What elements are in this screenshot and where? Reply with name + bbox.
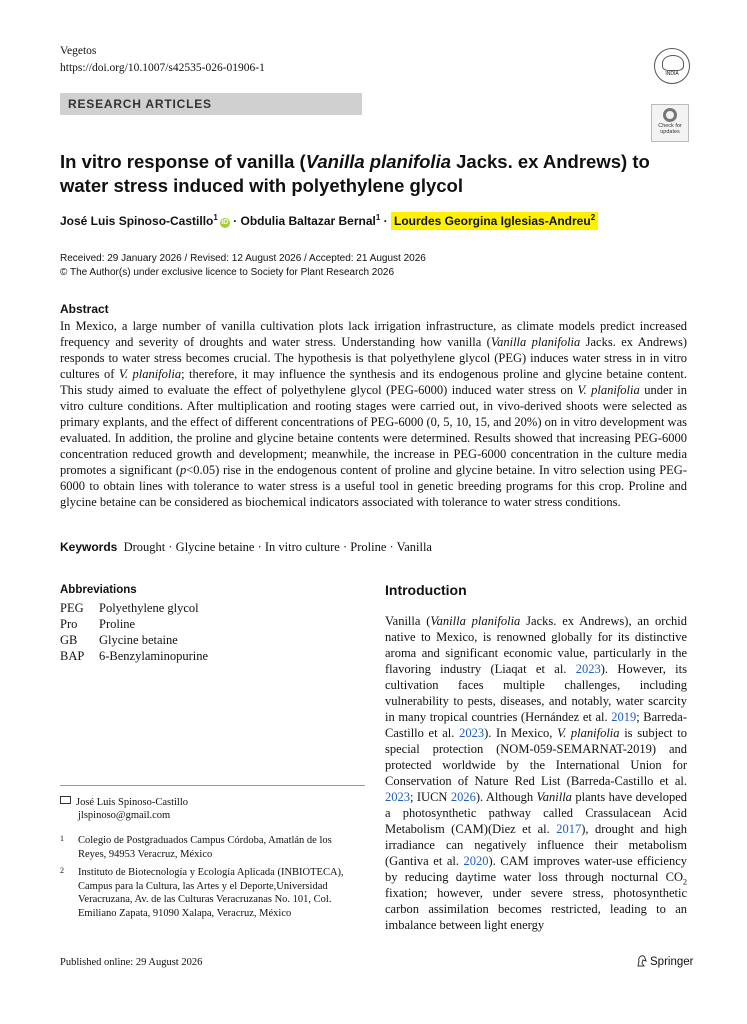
footnote-divider [60,785,365,786]
citation-link[interactable]: 2023 [575,662,601,676]
check-updates-label: Check for updates [658,123,682,135]
article-dates [60,252,426,280]
section-banner: RESEARCH ARTICLES [60,93,362,115]
introduction-text: Vanilla (Vanilla planifolia Jacks. ex Andrews), an orchid native to Mexico, is renowned globally for its distinctive aroma and significant economic value, particularly in the flavoring industry (Liaqat et al. 2023). However, its cultivation faces multiple challenges, including vulnerability to pests, diseases, and notably, water scarcity in many tropical countries (Hernández et al. 2019; Barreda-Castillo et al. 2023). In Mexico, V. planifolia is subject to special protection (NOM-059-SEMARNAT-2019) and protected worldwide by the International Union for Conservation of Nature Red List (Barreda-Castillo et al. 2023; IUCN 2026). Although Vanilla plants have developed a photosynthetic pathway called Crassulacean Acid Metabolism (CAM)(Diez et al. 2017), drought and high irradiance can negatively influence their metabolism (Gantiva et al. 2020). CAM improves water-use efficiency by reducing daytime water loss through nocturnal $CO_2$ fixation; however, under severe stress, photosynthetic carbon assimilation becomes restricted, leading to an imbalance between light energy [385,614,688,932]
abstract-text: In Mexico, a large number of vanilla cultivation plots lack irrigation infrastructure, as climate models predict increased frequency and severity of droughts and water stress. Understanding how vanilla (Vanilla planifolia Jacks. ex Andrews) responds to water stress becomes crucial. The hypothesis is that polyethylene glycol (PEG) induces water stress in in vitro cultures of V. planifolia; therefore, it may influence the synthesis and its endogenous proline and glycine betaine content. This study aimed to evaluate the effect of polyethylene glycol (PEG-6000) induced water stress on V. planifolia under in vitro culture conditions. After multiplication and rooting stages were carried out, in vivo-derived shoots were selected as primary explants, and the effect of different concentrations of PEG-6000 (0, 5, 10, 15, and 20%) on in vitro development was evaluated. In addition, the proline and glycine betaine contents were determined. Results showed that increasing PEG-6000 concentration reduced growth and development; meanwhile, the increase in PEG-6000 concentration in the culture media promotes a significant (p<0.05) rise in the endogenous content of proline and glycine betaine. In vitro selection using PEG-6000 to obtain lines with tolerance to water stress is a useful tool in genetic breeding programs for this crop. Proline and glycine betaine can be considered as biochemical indicators associated with tolerance to water stress conditions. [60,319,688,509]
author-3-highlighted: Lourdes Georgina Iglesias-Andreu$^2$ [391,212,598,230]
springer-horse-icon [636,955,647,967]
citation-link[interactable]: 2019 [611,710,637,724]
published-online: Published online: 29 August 2026 [60,957,203,968]
publisher-logo [636,955,693,968]
seal-label: INDIA [665,71,679,77]
author-list: José Luis Spinoso-Castillo$^1$iD · Obdulia Baltazar Bernal$^1$ · Lourdes Georgina Iglesias-Andreu$^2$ [60,213,598,229]
introduction-heading: Introduction [385,582,467,598]
envelope-icon [60,796,71,804]
corresponding-email[interactable]: jlspinoso@gmail.com [78,810,171,821]
citation-link[interactable]: 2017 [556,822,582,836]
abbreviation-row: BAP 6-Benzylaminopurine [60,649,208,663]
doi-link[interactable]: https://doi.org/10.1007/s42535-026-01906-1 [60,62,265,74]
citation-link[interactable]: 2026 [450,790,476,804]
publisher-name: Springer [650,956,694,968]
keywords-label: Keywords [60,540,118,554]
author-2[interactable]: Obdulia Baltazar Bernal [240,214,376,228]
abbreviations-heading: Abbreviations [60,584,137,596]
keywords [60,540,432,555]
correspondence [60,796,188,822]
check-updates-icon [663,108,677,122]
abbreviation-row: GB Glycine betaine [60,633,178,647]
abstract-heading: Abstract [60,302,109,316]
citation-link[interactable]: 2023 [459,726,485,740]
abbreviation-row: Pro Proline [60,617,136,631]
abbreviations-table [60,600,208,664]
history-dates: Received: 29 January 2026 / Revised: 12 August 2026 / Accepted: 21 August 2026 [60,253,426,264]
citation-link[interactable]: 2023 [385,790,410,804]
copyright-line: © The Author(s) under exclusive licence to Society for Plant Research 2026 [60,267,395,278]
citation-link[interactable]: 2020 [463,854,489,868]
affiliation-1: 1 Colegio de Postgraduados Campus Córdoba, Amatlán de los Reyes, 94953 Veracruz, México [60,834,332,860]
orcid-icon[interactable]: iD [221,219,229,226]
author-1[interactable]: José Luis Spinoso-Castillo [60,214,214,228]
society-seal-icon [654,48,690,84]
keywords-list: Drought · Glycine betaine · In vitro culture · Proline · Vanilla [123,540,432,554]
abbreviation-row: PEG Polyethylene glycol [60,601,199,615]
article-title: In vitro response of vanilla (Vanilla planifolia Jacks. ex Andrews) to water stress induced with polyethylene glycol [60,151,650,196]
affiliation-2: 2 Instituto de Biotecnología y Ecología Aplicada (INBIOTECA), Campus para la Cultura, las Artes y el Deporte,Universidad Veracruzana, Av. de las Culturas Veracruzanas No. 101, Col. Emiliano Zapata, 91090 Xalapa, Veracruz, México [60,866,344,919]
journal-name: Vegetos [60,45,97,57]
check-for-updates-button[interactable] [651,104,689,142]
corresponding-author: José Luis Spinoso-Castillo [76,797,189,808]
